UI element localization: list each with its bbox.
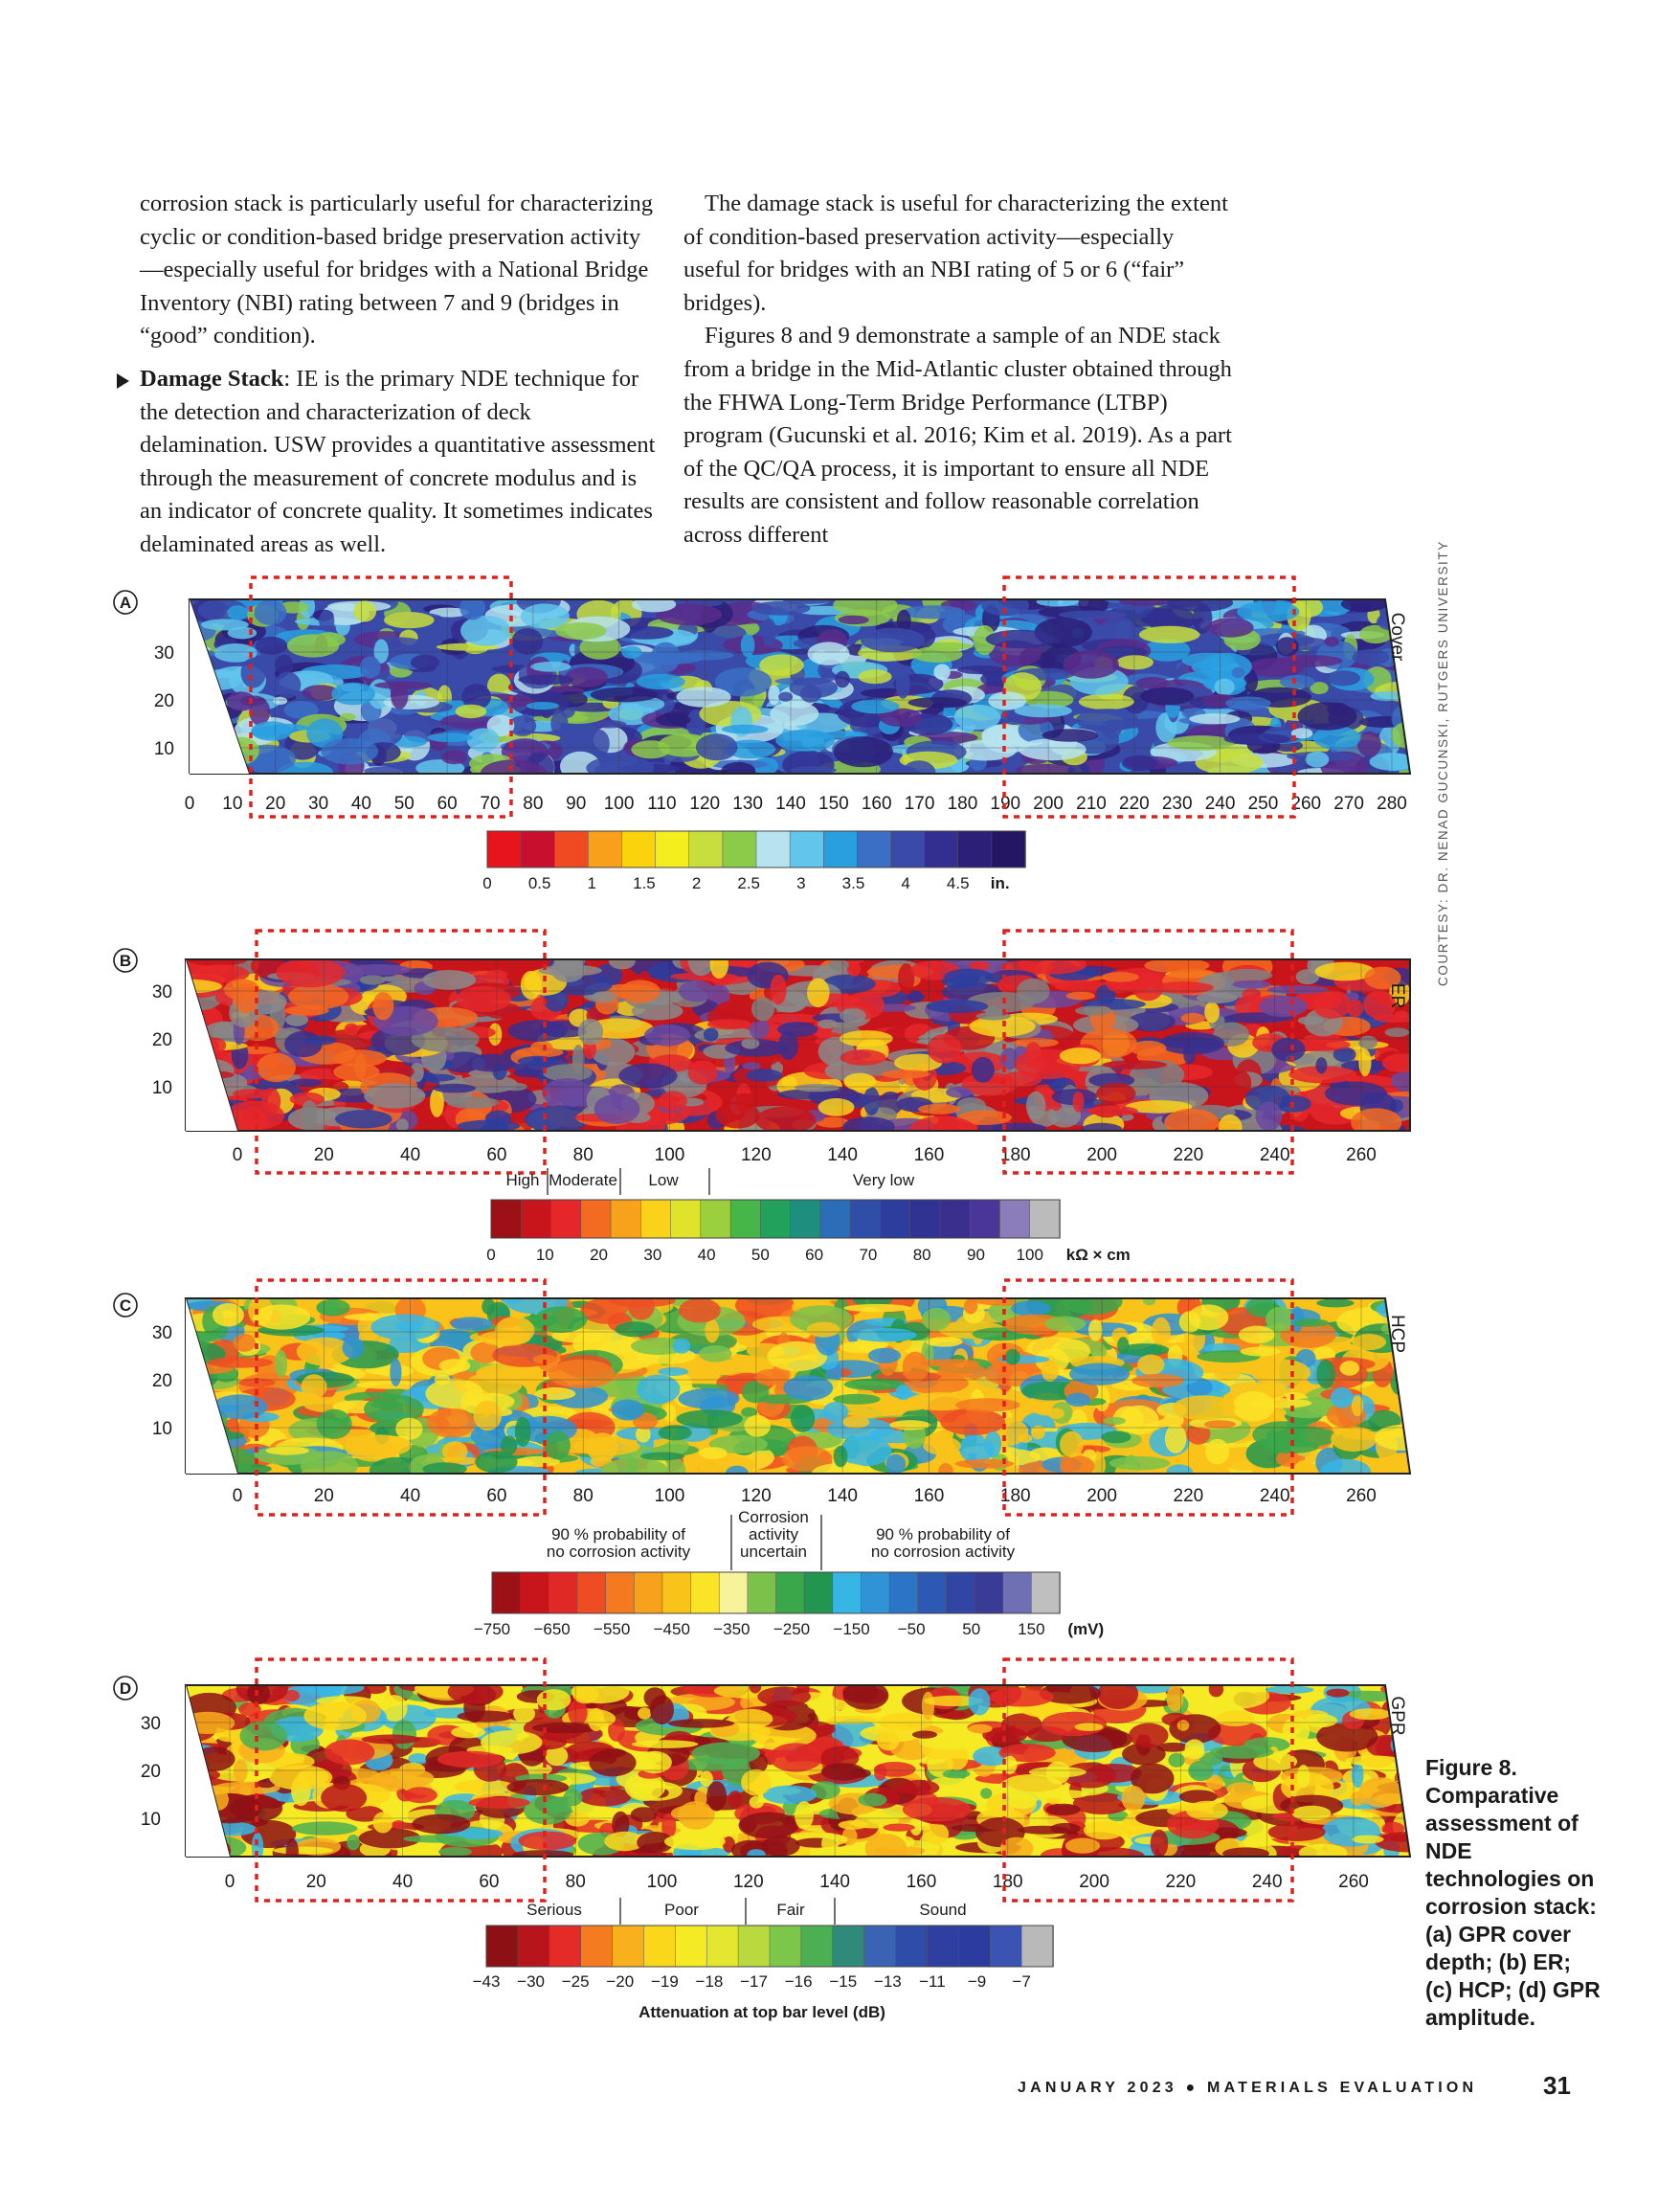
color-swatch: [521, 1572, 549, 1613]
y-tick-label: 10: [153, 739, 174, 759]
panel-letter-text: A: [119, 594, 132, 612]
color-swatch: [946, 1572, 974, 1613]
x-tick-label: 20: [313, 1145, 334, 1165]
color-swatch: [738, 1926, 770, 1967]
color-swatch: [643, 1926, 675, 1967]
color-swatch: [554, 831, 589, 867]
x-tick-label: 20: [265, 794, 286, 814]
x-tick-label: 0: [184, 794, 195, 814]
y-tick-label: 30: [151, 982, 172, 1002]
category-labels: [526, 1898, 966, 1925]
panel-letter-text: D: [119, 1679, 132, 1698]
color-swatch: [857, 831, 891, 867]
color-swatch: [927, 1926, 958, 1967]
color-swatch: [910, 1200, 941, 1238]
x-tick-label: 250: [1247, 794, 1279, 814]
x-tick-label: 80: [523, 794, 544, 814]
color-swatch: [776, 1572, 805, 1613]
y-tick-label: 10: [151, 1419, 172, 1439]
x-tick-label: 140: [827, 1145, 859, 1165]
scale-label: −150: [833, 1620, 870, 1638]
panel-letter: [114, 591, 137, 614]
scale-label: −43: [472, 1972, 501, 1991]
color-swatch: [730, 1200, 761, 1238]
paragraph: corrosion stack is particularly useful for characterizing cyclic or condition-based bridge preservation activity—especially useful for bridges with a National Bridge Inventory (NBI) rating between 7 and 9 (bridges in “good” condition).: [140, 191, 654, 349]
x-tick-label: 200: [1086, 1486, 1117, 1506]
color-swatch: [656, 831, 690, 867]
color-swatch: [880, 1200, 910, 1238]
color-swatch: [999, 1200, 1030, 1238]
color-swatch: [790, 831, 824, 867]
color-swatch: [675, 1926, 706, 1967]
color-swatch: [613, 1926, 644, 1967]
category-label: Fair: [776, 1901, 805, 1919]
scale-label: −50: [897, 1620, 926, 1638]
color-scale: [482, 831, 1025, 892]
scale-label: −7: [1012, 1972, 1031, 1991]
panel-letter: [114, 1294, 137, 1317]
x-tick-label: 160: [913, 1486, 945, 1506]
x-tick-label: 220: [1173, 1145, 1204, 1165]
x-tick-label: 260: [1346, 1486, 1377, 1506]
scale-label: 3: [796, 874, 806, 892]
color-swatch: [486, 1926, 518, 1967]
panel-b: [114, 931, 1435, 1264]
panel-a: [114, 577, 1443, 892]
x-tick-label: 240: [1251, 1872, 1283, 1892]
color-swatch: [940, 1200, 971, 1238]
scale-label: 40: [697, 1246, 716, 1264]
color-swatch: [706, 1926, 738, 1967]
scale-label: 3.5: [841, 874, 865, 892]
x-tick-label: 120: [740, 1145, 772, 1165]
color-swatch: [820, 1200, 851, 1238]
x-tick-label: 0: [224, 1872, 235, 1892]
category-labels: [506, 1168, 915, 1195]
y-tick-label: 10: [140, 1810, 161, 1830]
x-tick-label: 100: [654, 1486, 685, 1506]
x-tick-label: 110: [647, 794, 677, 814]
category-label: High: [505, 1171, 540, 1189]
panel-letter: [114, 949, 137, 972]
color-swatch: [606, 1572, 635, 1613]
x-tick-label: 70: [480, 794, 501, 814]
color-swatch: [622, 831, 657, 867]
scale-label: 20: [590, 1246, 609, 1264]
scale-label: −350: [713, 1620, 750, 1638]
category-label: 90 % probability of no corrosion activity: [870, 1525, 1016, 1561]
color-swatch: [671, 1200, 702, 1238]
color-swatch: [850, 1200, 881, 1238]
color-swatch: [549, 1572, 577, 1613]
x-tick-label: 60: [486, 1145, 507, 1165]
scale-label: 0.5: [527, 874, 551, 892]
color-swatch: [581, 1200, 612, 1238]
scale-label: 50: [962, 1620, 981, 1638]
heatmap-d: [158, 1672, 1443, 1871]
y-tick-label: 20: [151, 1030, 172, 1050]
color-swatch: [492, 1572, 521, 1613]
scale-label: −9: [967, 1972, 987, 1991]
color-swatch: [491, 1200, 522, 1238]
scale-unit: kΩ × cm: [1065, 1246, 1131, 1264]
color-swatch: [723, 831, 757, 867]
color-swatch: [861, 1572, 889, 1613]
x-tick-label: 40: [400, 1486, 421, 1506]
color-swatch: [691, 1572, 720, 1613]
scale-label: 60: [805, 1246, 824, 1264]
x-tick-label: 190: [990, 794, 1021, 814]
panel-letter: [114, 1677, 137, 1700]
page-number: 31: [1543, 2071, 1571, 2100]
scale-label: −250: [773, 1620, 811, 1638]
scale-label: −15: [829, 1972, 858, 1991]
x-tick-label: 40: [392, 1872, 414, 1892]
x-tick-label: 180: [947, 794, 978, 814]
color-swatch: [760, 1200, 791, 1238]
x-tick-label: 260: [1346, 1145, 1377, 1165]
color-swatch: [925, 831, 959, 867]
color-swatch: [581, 1926, 613, 1967]
scale-label: 2: [691, 874, 702, 892]
x-tick-label: 240: [1259, 1486, 1290, 1506]
scale-label: −30: [517, 1972, 546, 1991]
scale-label: 30: [643, 1246, 662, 1264]
x-tick-label: 100: [654, 1145, 685, 1165]
x-tick-label: 230: [1161, 794, 1193, 814]
x-tick-label: 80: [572, 1145, 594, 1165]
panel-letter-text: B: [119, 952, 132, 970]
journal-footer: JANUARY 2023 ● MATERIALS EVALUATION: [1018, 2080, 1478, 2096]
color-scale: [474, 1572, 1104, 1638]
scale-label: −11: [919, 1972, 946, 1991]
x-tick-label: 90: [566, 794, 587, 814]
scale-unit: (mV): [1067, 1620, 1105, 1638]
paragraph: Figures 8 and 9 demonstrate a sample of an NDE stack from a bridge in the Mid-Atlantic cluster obtained through the FHWA Long-Term Bridge Performance (LTBP) program (Gucunski et al. 2016; Kim et al. 2019). As a part of the QC/QA process, it is important to ensure all NDE results are consistent and follow reasonable correlation across different: [683, 323, 1232, 548]
x-tick-label: 160: [906, 1872, 937, 1892]
color-swatch: [1031, 1572, 1060, 1613]
panel-c: [114, 1280, 1444, 1638]
scale-label: 10: [535, 1246, 554, 1264]
color-swatch: [791, 1200, 821, 1238]
scale-label: −16: [784, 1972, 813, 1991]
x-tick-label: 140: [775, 794, 806, 814]
color-swatch: [551, 1200, 582, 1238]
color-swatch: [662, 1572, 691, 1613]
color-swatch: [891, 831, 926, 867]
scale-label: −18: [695, 1972, 724, 1991]
color-swatch: [864, 1926, 896, 1967]
category-label: Very low: [852, 1171, 915, 1189]
x-tick-label: 160: [861, 794, 892, 814]
scale-label: 70: [859, 1246, 878, 1264]
x-tick-label: 200: [1086, 1145, 1117, 1165]
y-tick-label: 30: [153, 643, 174, 664]
color-swatch: [634, 1572, 662, 1613]
category-label: Poor: [664, 1901, 699, 1919]
color-swatch: [577, 1572, 606, 1613]
scale-unit: in.: [990, 874, 1010, 892]
x-tick-label: 220: [1165, 1872, 1197, 1892]
scale-label: 50: [750, 1246, 770, 1264]
bullet-term: Damage Stack: [140, 365, 284, 392]
x-tick-label: 260: [1290, 794, 1322, 814]
scale-label: −19: [650, 1972, 679, 1991]
color-swatch: [1030, 1200, 1061, 1238]
scale-label: −750: [473, 1620, 511, 1638]
x-tick-label: 130: [732, 794, 763, 814]
x-tick-label: 60: [486, 1486, 507, 1506]
color-swatch: [889, 1572, 918, 1613]
scale-label: 2.5: [737, 874, 761, 892]
x-tick-label: 60: [437, 794, 458, 814]
x-tick-label: 200: [1079, 1872, 1109, 1892]
x-tick-label: 50: [393, 794, 414, 814]
x-tick-label: 240: [1204, 794, 1236, 814]
color-swatch: [689, 831, 724, 867]
y-tick-label: 30: [151, 1323, 172, 1343]
side-label: GPR: [1387, 1696, 1407, 1736]
photo-credit: COURTESY: DR. NENAD GUCUNSKI, RUTGERS UNIVERSITY: [1436, 540, 1450, 986]
scale-label: −450: [653, 1620, 690, 1638]
color-swatch: [640, 1200, 671, 1238]
x-tick-label: 160: [913, 1145, 945, 1165]
x-tick-label: 40: [400, 1145, 421, 1165]
x-tick-label: 220: [1119, 794, 1150, 814]
color-swatch: [1003, 1572, 1032, 1613]
scale-label: −17: [740, 1972, 768, 1991]
color-swatch: [487, 831, 522, 867]
color-swatch: [804, 1572, 833, 1613]
scale-label: 1.5: [633, 874, 656, 892]
heatmap-a: [166, 586, 1443, 788]
color-swatch: [918, 1572, 947, 1613]
side-label: ER: [1387, 982, 1407, 1009]
x-tick-label: 120: [732, 1872, 764, 1892]
scale-label: 100: [1016, 1246, 1043, 1264]
x-tick-label: 100: [646, 1872, 678, 1892]
y-tick-label: 30: [140, 1714, 161, 1734]
x-tick-label: 140: [819, 1872, 851, 1892]
y-tick-label: 10: [151, 1078, 172, 1098]
x-tick-label: 150: [818, 794, 849, 814]
x-tick-label: 180: [999, 1486, 1031, 1506]
x-tick-label: 120: [689, 794, 721, 814]
color-swatch: [770, 1926, 801, 1967]
color-swatch: [974, 1572, 1003, 1613]
scale-label: 1: [587, 874, 597, 892]
color-scale: [486, 1200, 1131, 1264]
category-label: Low: [648, 1171, 679, 1189]
scale-label: 90: [967, 1246, 985, 1264]
color-swatch: [756, 831, 791, 867]
color-swatch: [958, 1926, 990, 1967]
color-swatch: [958, 831, 993, 867]
side-label: HCP: [1387, 1314, 1407, 1354]
scale-label: −20: [606, 1972, 635, 1991]
color-swatch: [518, 1926, 549, 1967]
color-swatch: [970, 1200, 1000, 1238]
scale-label: 80: [912, 1246, 931, 1264]
scale-label: −13: [873, 1972, 902, 1991]
x-tick-label: 100: [603, 794, 635, 814]
y-tick-label: 20: [140, 1762, 161, 1782]
color-swatch: [1021, 1926, 1053, 1967]
color-swatch: [701, 1200, 731, 1238]
color-scale: [473, 1926, 1054, 2021]
x-tick-label: 20: [305, 1872, 326, 1892]
x-tick-label: 10: [222, 794, 243, 814]
x-tick-label: 120: [740, 1486, 772, 1506]
x-tick-label: 240: [1259, 1145, 1290, 1165]
panel-letter-text: C: [119, 1296, 132, 1315]
x-tick-label: 30: [308, 794, 329, 814]
color-swatch: [833, 1572, 862, 1613]
x-tick-label: 60: [479, 1872, 500, 1892]
color-swatch: [992, 831, 1026, 867]
paragraph: The damage stack is useful for characterizing the extent of condition-based preservation activity—especially useful for bridges with an NBI rating of 5 or 6 (“fair” bridges).: [683, 191, 1228, 316]
scale-label: 0: [486, 1246, 496, 1264]
x-tick-label: 180: [999, 1145, 1031, 1165]
x-tick-label: 40: [350, 794, 371, 814]
x-tick-label: 0: [232, 1486, 243, 1506]
x-tick-label: 20: [313, 1486, 334, 1506]
side-label: Cover: [1387, 612, 1407, 662]
x-tick-label: 80: [565, 1872, 586, 1892]
x-tick-label: 220: [1173, 1486, 1204, 1506]
color-swatch: [748, 1572, 776, 1613]
bullet-text: : IE is the primary NDE technique for the detection and characterization of deck delamination. USW provides a quantitative assessment through the measurement of concrete modulus and is an indicator of concrete quality. It sometimes indicates delaminated areas as well.: [140, 365, 656, 557]
scale-label: 0: [482, 874, 492, 892]
category-label: Moderate: [549, 1171, 617, 1189]
scale-label: −650: [533, 1620, 571, 1638]
category-labels: [547, 1508, 1016, 1570]
color-swatch: [990, 1926, 1021, 1967]
scale-label: 150: [1018, 1620, 1045, 1638]
category-label: Corrosion activity uncertain: [738, 1508, 809, 1561]
y-tick-label: 20: [153, 691, 174, 711]
heatmap-b: [153, 947, 1435, 1145]
color-swatch: [521, 1200, 551, 1238]
x-tick-label: 280: [1377, 794, 1407, 814]
figure-caption: Figure 8. Comparative assessment of NDE technologies on corrosion stack: (a) GPR cover depth; (b) ER; (c) HCP; (d) GPR amplitude.: [1425, 1755, 1601, 2030]
color-swatch: [611, 1200, 641, 1238]
color-swatch: [521, 831, 555, 867]
scale-label: −550: [594, 1620, 631, 1638]
x-tick-label: 80: [572, 1486, 594, 1506]
color-swatch: [833, 1926, 864, 1967]
scale-label: −25: [561, 1972, 590, 1991]
x-tick-label: 0: [232, 1145, 243, 1165]
scale-label: 4.5: [946, 874, 970, 892]
scale-label: 4: [901, 874, 910, 892]
x-tick-label: 140: [827, 1486, 859, 1506]
color-swatch: [896, 1926, 928, 1967]
color-swatch: [801, 1926, 833, 1967]
x-tick-label: 270: [1333, 794, 1364, 814]
y-tick-label: 20: [151, 1371, 172, 1391]
x-tick-label: 210: [1076, 794, 1107, 814]
category-label: Sound: [919, 1901, 967, 1919]
x-tick-label: 260: [1338, 1872, 1369, 1892]
heatmap-c: [160, 1285, 1444, 1487]
color-swatch: [549, 1926, 581, 1967]
category-label: 90 % probability of no corrosion activity: [546, 1525, 691, 1561]
x-tick-label: 200: [1033, 794, 1064, 814]
x-tick-label: 170: [904, 794, 935, 814]
x-tick-label: 180: [992, 1872, 1023, 1892]
category-label: Serious: [526, 1901, 582, 1919]
color-swatch: [719, 1572, 748, 1613]
color-swatch: [823, 831, 858, 867]
color-swatch: [588, 831, 622, 867]
panel-d: [114, 1659, 1443, 2021]
scale-title: Attenuation at top bar level (dB): [638, 2003, 885, 2021]
